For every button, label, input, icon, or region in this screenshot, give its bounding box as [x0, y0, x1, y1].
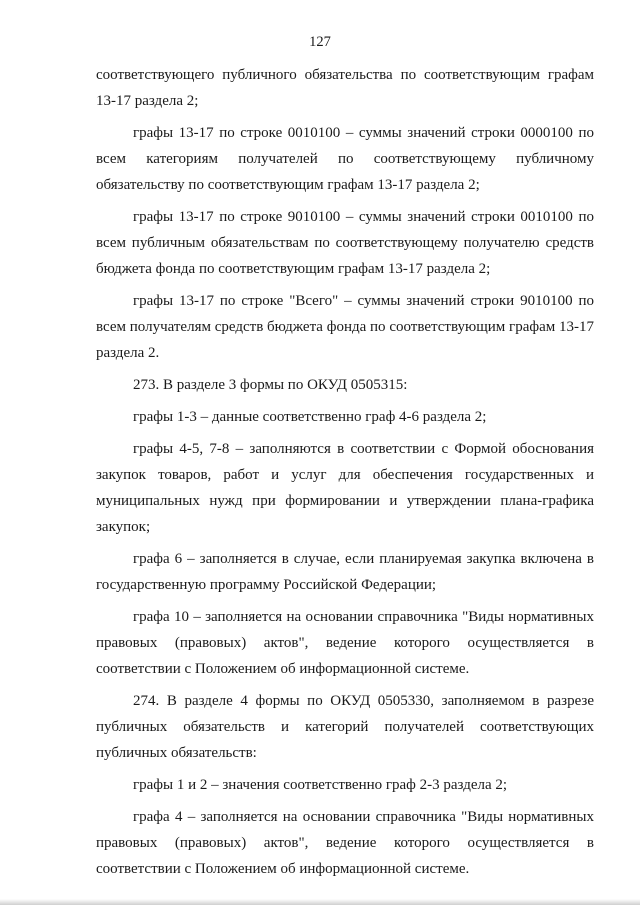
paragraph: графы 13-17 по строке 0010100 – суммы значений строки 0000100 по всем категориям получателей по соответствующему публичному обязательству по соответствующим графам 13-17 раздела 2;: [96, 125, 594, 193]
paragraph: графа 4 – заполняется на основании справочника "Виды нормативных правовых (правовых) актов", ведение которого осуществляется в соответствии с Положением об информационной системе.: [96, 809, 594, 877]
paragraph-section-heading: 274. В разделе 4 формы по ОКУД 0505330, заполняемом в разрезе публичных обязательств и категорий получателей соответствующих публичных обязательств:: [96, 693, 594, 761]
scan-edge-shadow: [0, 899, 640, 905]
page-number: 127: [309, 34, 331, 50]
paragraph: соответствующего публичного обязательства по соответствующим графам 13-17 раздела 2;: [96, 67, 594, 109]
document-body: [96, 62, 594, 888]
paragraph: графы 13-17 по строке "Всего" – суммы значений строки 9010100 по всем получателям средств бюджета фонда по соответствующим графам 13-17 раздела 2.: [96, 293, 594, 361]
paragraph: графы 13-17 по строке 9010100 – суммы значений строки 0010100 по всем публичным обязательствам по соответствующему получателю средств бюджета фонда по соответствующим графам 13-17 раздела 2;: [96, 209, 594, 277]
paragraph: графа 6 – заполняется в случае, если планируемая закупка включена в государственную программу Российской Федерации;: [96, 551, 594, 593]
paragraph: графа 10 – заполняется на основании справочника "Виды нормативных правовых (правовых) актов", ведение которого осуществляется в соответствии с Положением об информационной системе.: [96, 609, 594, 677]
paragraph: графы 1-3 – данные соответственно граф 4-6 раздела 2;: [133, 409, 487, 425]
paragraph: графы 4-5, 7-8 – заполняются в соответствии с Формой обоснования закупок товаров, работ и услуг для обеспечения государственных и муниципальных нужд при формировании и утверждении плана-графика закупок;: [96, 441, 594, 535]
paragraph-section-heading: 273. В разделе 3 формы по ОКУД 0505315:: [133, 377, 408, 393]
paragraph: графы 1 и 2 – значения соответственно граф 2-3 раздела 2;: [133, 777, 508, 793]
